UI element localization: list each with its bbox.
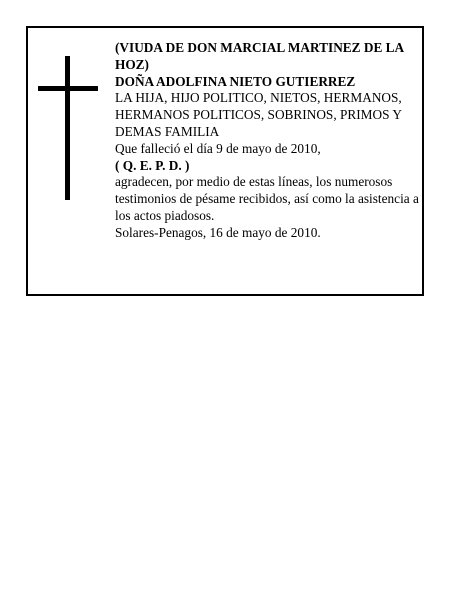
cross-vertical-bar [65, 56, 70, 200]
qepd-line: ( Q. E. P. D. ) [115, 157, 190, 173]
widow-of-line: (VIUDA DE DON MARCIAL MARTINEZ DE LA HOZ) [115, 40, 404, 72]
cross-horizontal-bar [38, 86, 98, 91]
notice-text [115, 40, 421, 242]
cross-icon [38, 56, 98, 200]
obituary-notice [26, 26, 424, 296]
family-members: LA HIJA, HIJO POLITICO, NIETOS, HERMANOS, HERMANOS POLITICOS, SOBRINOS, PRIMOS Y DEMAS FAMILIA [115, 90, 402, 139]
place-date: Solares-Penagos, 16 de mayo de 2010. [115, 224, 321, 240]
deceased-name: DOÑA ADOLFINA NIETO GUTIERREZ [115, 73, 356, 89]
thanks-message: agradecen, por medio de estas líneas, los numerosos testimonios de pésame recibidos, así como la asistencia a los actos piadosos. [115, 174, 419, 223]
death-date: Que falleció el día 9 de mayo de 2010, [115, 140, 321, 156]
